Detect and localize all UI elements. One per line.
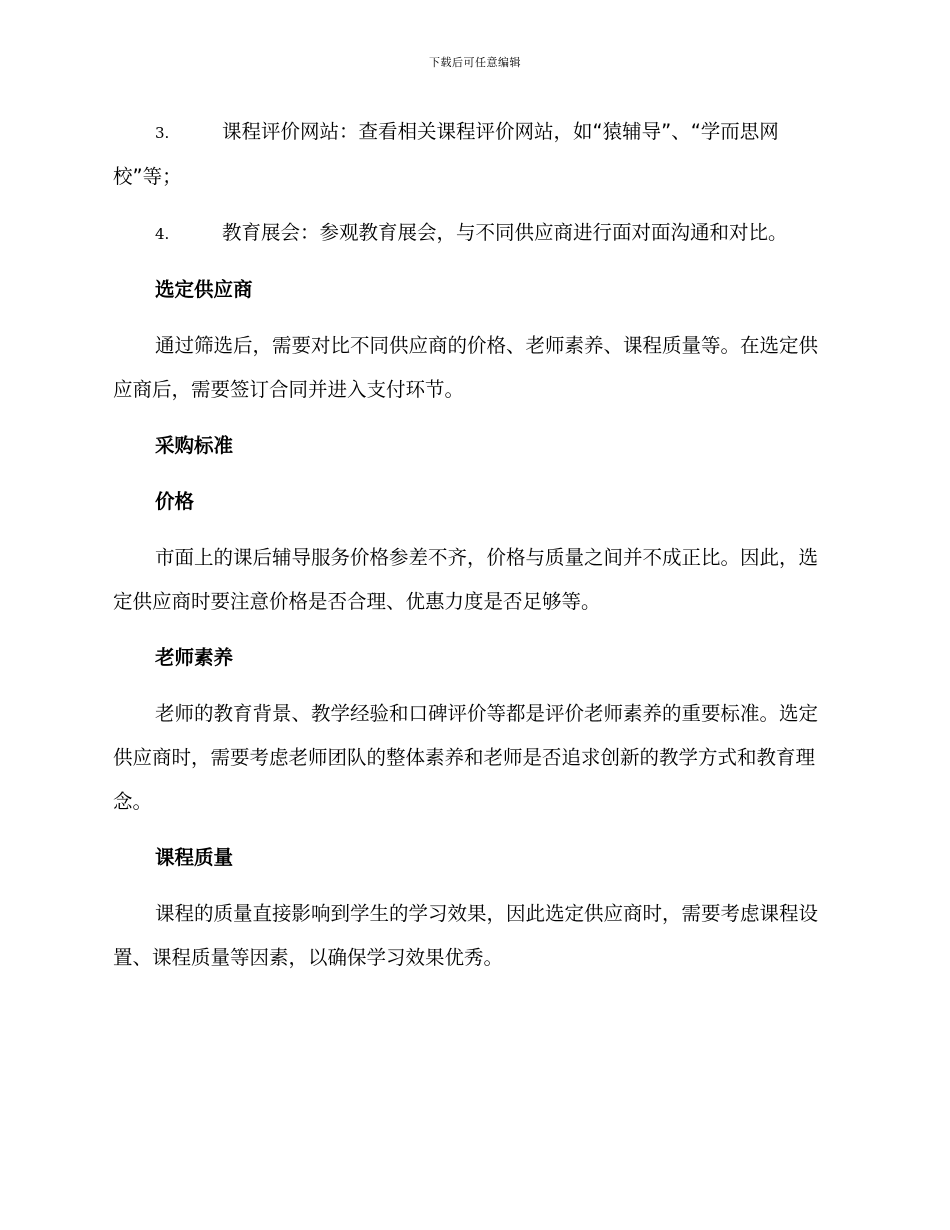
section-heading-price: 价格	[155, 490, 195, 513]
section-heading-course-quality: 课程质量	[155, 846, 234, 869]
list-number: 4.	[155, 225, 170, 243]
list-text: 教育展会：参观教育展会，与不同供应商进行面对面沟通和对比。	[222, 221, 788, 244]
page-header: 下载后可任意编辑	[429, 56, 521, 69]
section-heading-purchase-standard: 采购标准	[155, 434, 234, 457]
section-heading-teacher-quality: 老师素养	[155, 646, 234, 669]
section-paragraph-course-quality: 课程的质量直接影响到学生的学习效果，因此选定供应商时，需要考虑课程设置、课程质量等因素，以确保学习效果优秀。	[113, 902, 819, 969]
section-paragraph-teacher-quality: 老师的教育背景、教学经验和口碑评价等都是评价老师素养的重要标准。选定供应商时，需要考虑老师团队的整体素养和老师是否追求创新的教学方式和教育理念。	[113, 702, 819, 813]
document-body	[113, 110, 835, 992]
list-text: 课程评价网站：查看相关课程评价网站，如“猿辅导”、“学而思网校”等；	[113, 120, 779, 188]
list-item	[113, 211, 835, 256]
section-paragraph-price: 市面上的课后辅导服务价格参差不齐，价格与质量之间并不成正比。因此，选定供应商时要注意价格是否合理、优惠力度是否足够等。	[113, 546, 819, 613]
list-item	[113, 110, 835, 199]
section-paragraph-select-supplier: 通过筛选后，需要对比不同供应商的价格、老师素养、课程质量等。在选定供应商后，需要签订合同并进入支付环节。	[113, 334, 819, 401]
section-heading-select-supplier: 选定供应商	[155, 278, 253, 301]
list-number: 3.	[155, 124, 170, 142]
